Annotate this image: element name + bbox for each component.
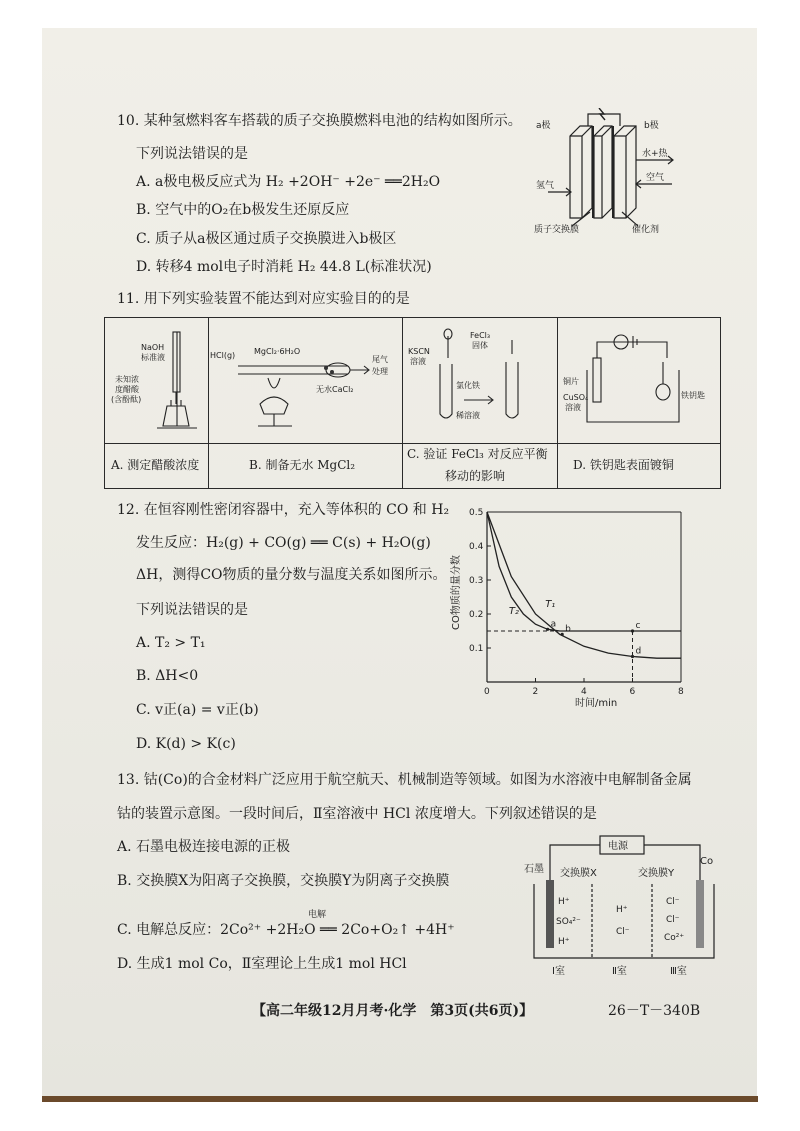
fig13-room2: Ⅱ室 — [612, 966, 627, 977]
fig11b-salt: MgCl₂·6H₂O — [254, 347, 301, 356]
test-tube-apparatus — [402, 318, 557, 443]
q11-caption-c1: C. 验证 FeCl₃ 对反应平衡 — [407, 447, 548, 461]
chart-x-axis-label: 时间/min — [575, 698, 618, 709]
fig13-ion-1b: SO₄²⁻ — [556, 917, 581, 927]
electrolysis-figure — [520, 830, 720, 980]
q10-option-c: C. 质子从a极区通过质子交换膜进入b极区 — [136, 231, 397, 247]
q12-option-c: C. v正(a) = v正(b) — [136, 702, 259, 718]
q12-stem-line2: 发生反应：H₂(g) + CO(g) ══ C(s) + H₂O(g) — [136, 535, 431, 551]
series-label-2: T₁ — [545, 599, 556, 611]
y-tick-label: 0.1 — [469, 644, 484, 654]
fig11d-sol: 溶液 — [565, 403, 581, 412]
fig13-ion-1c: H⁺ — [558, 937, 570, 947]
q12-option-d: D. K(d) > K(c) — [136, 736, 236, 752]
point-label-d: d — [635, 646, 642, 657]
fig10-air: 空气 — [646, 173, 665, 183]
dehydration-apparatus — [208, 318, 402, 443]
fig11a-indicator: (含酚酞) — [111, 395, 142, 404]
fig13-ion-3c: Co²⁺ — [664, 933, 685, 943]
fig13-ion-2a: H⁺ — [616, 905, 628, 915]
y-tick-label: 0.2 — [469, 610, 484, 620]
fig10-water-heat: 水+热 — [642, 149, 668, 159]
table-edge — [42, 1096, 758, 1102]
fig13-membrane-x: 交换膜X — [560, 868, 597, 879]
chart-ticks — [469, 508, 684, 697]
fig13-ion-3b: Cl⁻ — [666, 915, 680, 925]
q10-option-b: B. 空气中的O₂在b极发生还原反应 — [136, 202, 350, 218]
fig13-ion-2b: Cl⁻ — [616, 927, 630, 937]
chart-axes — [487, 512, 681, 682]
series-line-2 — [487, 512, 681, 658]
q11-caption-a: A. 测定醋酸浓度 — [111, 458, 200, 472]
fig11c-fecl3: FeCl₃ — [470, 331, 491, 340]
electroplating-apparatus — [557, 318, 720, 443]
fig13-power: 电源 — [608, 841, 628, 852]
fig11b-tail2: 处理 — [372, 367, 388, 376]
chart-series — [487, 512, 681, 682]
x-tick-label: 0 — [484, 687, 490, 697]
fig11b-dry: 无水CaCl₂ — [316, 385, 354, 394]
fig11d-cu: 铜片 — [563, 377, 579, 386]
q13-option-b: B. 交换膜X为阳离子交换膜，交换膜Y为阴离子交换膜 — [117, 873, 450, 889]
fuel-cell-figure — [532, 108, 692, 234]
q10-stem: 10. 某种氢燃料客车搭载的质子交换膜燃料电池的结构如图所示。 — [117, 113, 522, 129]
co-fraction-chart — [445, 500, 695, 710]
q11-caption-b: B. 制备无水 MgCl₂ — [249, 458, 356, 472]
fig10-a-pole: a极 — [536, 121, 551, 131]
chart-points — [546, 619, 641, 658]
point-c — [631, 629, 634, 632]
point-label-a: a — [550, 619, 557, 630]
q11-row-divider — [105, 443, 720, 444]
q11-apparatus-table — [104, 317, 721, 489]
fig11d-cuso4: CuSO₄ — [563, 393, 589, 402]
series-label-1: T₂ — [508, 606, 519, 617]
fig11c-mix1: 氯化铁 — [456, 381, 480, 390]
q12-stem-line1: 12. 在恒容刚性密闭容器中，充入等体积的 CO 和 H₂ — [117, 502, 450, 518]
y-tick-label: 0.4 — [469, 542, 484, 552]
fig11c-solid: 固体 — [472, 341, 488, 350]
fig13-room1: Ⅰ室 — [552, 966, 565, 977]
q11-stem: 11. 用下列实验装置不能达到对应实验目的的是 — [117, 291, 410, 307]
fig11c-mix2: 稀溶液 — [456, 411, 480, 420]
q10-prompt: 下列说法错误的是 — [136, 146, 248, 162]
y-tick-label: 0.3 — [469, 576, 484, 586]
q13-electrolysis-label: 电解 — [308, 910, 327, 920]
fig13-ion-1a: H⁺ — [558, 897, 570, 907]
point-d — [631, 655, 634, 658]
chart-y-axis-label: CO物质的量分数 — [451, 555, 462, 630]
fig11c-sol: 溶液 — [410, 357, 426, 366]
y-tick-label: 0.5 — [469, 508, 484, 518]
fig11b-hcl: HCl(g) — [210, 351, 236, 360]
point-b — [561, 633, 564, 636]
fig11b-tail1: 尾气 — [372, 355, 388, 364]
q11-caption-c2: 移动的影响 — [445, 469, 506, 483]
fig13-room3: Ⅲ室 — [670, 966, 687, 977]
fig13-ion-3a: Cl⁻ — [666, 897, 680, 907]
fig10-hydrogen: 氢气 — [536, 181, 555, 191]
q13-stem-line2: 钴的装置示意图。一段时间后，Ⅱ室溶液中 HCl 浓度增大。下列叙述错误的是 — [117, 806, 597, 822]
fig10-b-pole: b极 — [644, 121, 659, 131]
fig11d-spoon: 铁钥匙 — [681, 391, 705, 400]
fig11a-standard: 标准液 — [141, 353, 165, 362]
fig13-co: Co — [700, 856, 714, 867]
x-tick-label: 6 — [629, 687, 636, 697]
fig11a-unknown: 未知浓 — [115, 375, 139, 384]
fig10-catalyst: 催化剂 — [632, 225, 660, 234]
q13-option-c: C. 电解总反应：2Co²⁺ +2H₂O ══ 2Co+O₂↑ +4H⁺ — [117, 922, 455, 938]
q11-caption-d: D. 铁钥匙表面镀铜 — [573, 458, 674, 472]
point-a — [546, 628, 549, 631]
x-tick-label: 8 — [678, 687, 684, 697]
q13-option-d: D. 生成1 mol Co，Ⅱ室理论上生成1 mol HCl — [117, 956, 407, 972]
q12-option-a: A. T₂ > T₁ — [136, 635, 206, 651]
q10-option-a: A. a极电极反应式为 H₂ +2OH⁻ +2e⁻ ══2H₂O — [136, 174, 441, 190]
q13-option-a: A. 石墨电极连接电源的正极 — [117, 839, 291, 855]
titration-apparatus — [105, 318, 208, 443]
point-label-b: b — [565, 624, 571, 635]
page-footer-title: 【高二年级12月月考·化学 第3页(共6页)】 — [252, 1003, 534, 1019]
fig11a-acetic: 度醋酸 — [115, 385, 139, 394]
fig13-graphite: 石墨 — [524, 864, 544, 875]
fig10-membrane: 质子交换膜 — [534, 225, 580, 234]
fig13-membrane-y: 交换膜Y — [638, 868, 675, 879]
q12-option-b: B. ΔH<0 — [136, 668, 199, 684]
fig11a-naoh: NaOH — [141, 343, 165, 352]
point-label-c: c — [635, 621, 641, 631]
q12-stem-line3: ΔH，测得CO物质的量分数与温度关系如图所示。 — [136, 567, 447, 583]
page-footer-code: 26－T－340B — [608, 1003, 701, 1019]
q10-option-d: D. 转移4 mol电子时消耗 H₂ 44.8 L(标准状况) — [136, 259, 432, 275]
x-tick-label: 2 — [532, 687, 539, 697]
fig11c-kscn: KSCN — [408, 347, 430, 356]
q13-stem-line1: 13. 钴(Co)的合金材料广泛应用于航空航天、机械制造等领域。如图为水溶液中电解制备金属 — [117, 772, 692, 788]
q12-prompt: 下列说法错误的是 — [136, 602, 248, 618]
x-tick-label: 4 — [581, 687, 587, 697]
